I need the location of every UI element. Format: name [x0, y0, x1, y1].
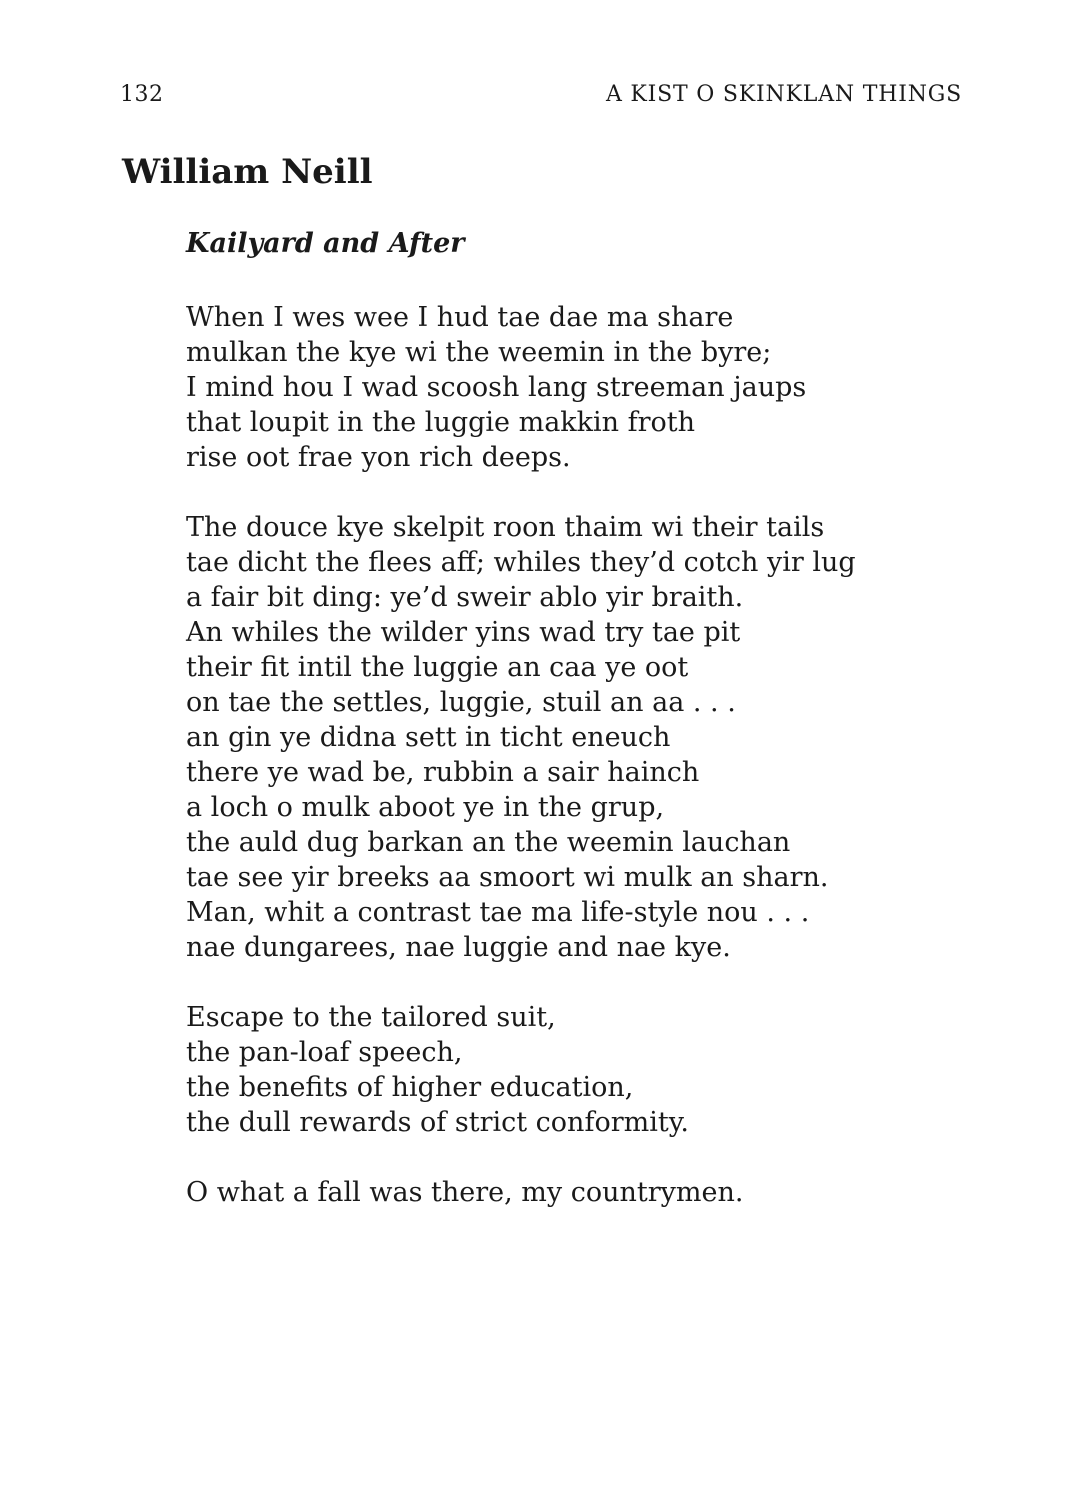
poem-line: that loupit in the luggie makkin froth [186, 407, 696, 438]
stanza-1 [186, 300, 966, 475]
poem-line: tae dicht the flees aff; whiles they’d cotch yir lug [186, 547, 856, 578]
poem-line: the auld dug barkan an the weemin lauchan [186, 827, 791, 858]
poem-line: An whiles the wilder yins wad try tae pit [186, 617, 741, 648]
poem-line: nae dungarees, nae luggie and nae kye. [186, 932, 731, 963]
poem-line: When I wes wee I hud tae dae ma share [186, 302, 734, 333]
poem-line: rise oot frae yon rich deeps. [186, 442, 571, 473]
poem-line: there ye wad be, rubbin a sair hainch [186, 757, 700, 788]
poem-line: on tae the settles, luggie, stuil an aa . . . [186, 687, 736, 718]
author-name: William Neill [122, 152, 373, 192]
page-number: 132 [120, 82, 164, 107]
poem-line: Man, whit a contrast tae ma life-style nou . . . [186, 897, 810, 928]
running-head: A KIST O SKINKLAN THINGS [605, 82, 962, 107]
poem-line: tae see yir breeks aa smoort wi mulk an sharn. [186, 862, 829, 893]
stanza-2 [186, 510, 966, 965]
poem-line: the dull rewards of strict conformity. [186, 1107, 689, 1138]
poem-body [186, 300, 966, 1245]
poem-line: their fit intil the luggie an caa ye oot [186, 652, 689, 683]
stanza-4 [186, 1175, 966, 1210]
poem-line: The douce kye skelpit roon thaim wi their tails [186, 512, 825, 543]
poem-line: an gin ye didna sett in ticht eneuch [186, 722, 671, 753]
poem-line: a fair bit ding: ye’d sweir ablo yir braith. [186, 582, 744, 613]
poem-line: mulkan the kye wi the weemin in the byre; [186, 337, 772, 368]
poem-line: the benefits of higher education, [186, 1072, 634, 1103]
poem-line: Escape to the tailored suit, [186, 1002, 556, 1033]
poem-line: a loch o mulk aboot ye in the grup, [186, 792, 665, 823]
poem-line: the pan-loaf speech, [186, 1037, 463, 1068]
poem-line: O what a fall was there, my countrymen. [186, 1177, 744, 1208]
stanza-3 [186, 1000, 966, 1140]
poem-line: I mind hou I wad scoosh lang streeman jaups [186, 372, 807, 403]
poem-title: Kailyard and After [186, 228, 465, 259]
